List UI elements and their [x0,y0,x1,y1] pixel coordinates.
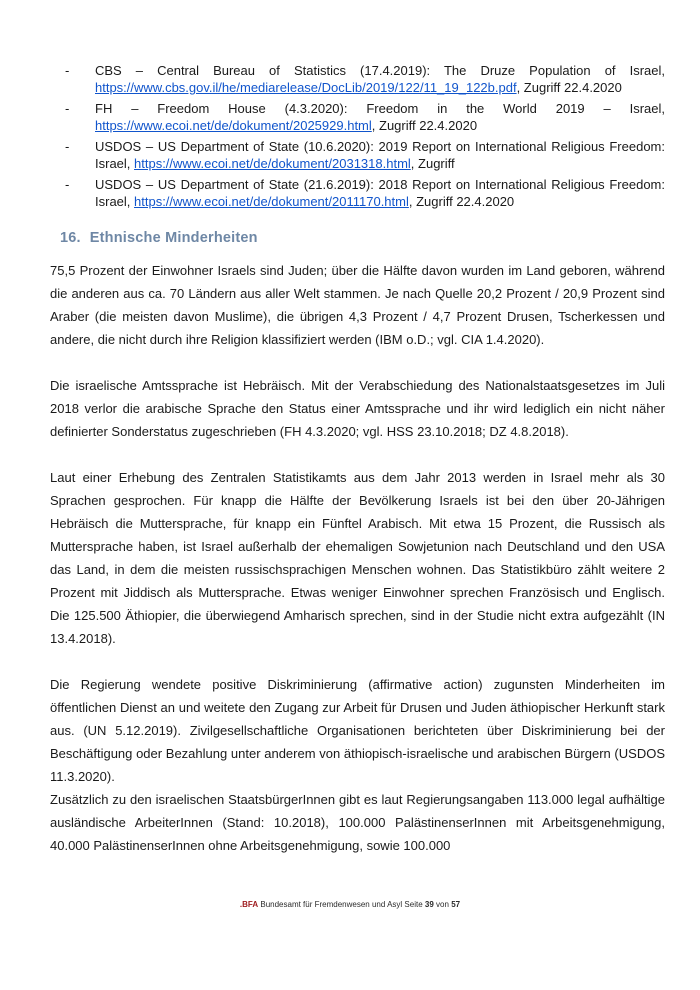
paragraph-official-language: Die israelische Amtssprache ist Hebräisch. Mit der Verabschiedung des Nationalstaatsgesetzes im Juli 2018 verlor die arabische Sprache den Status einer Amtssprache und ihr wird lediglich ein nicht näher definierter Sonderstatus zugeschrieben (FH 4.3.2020; vgl. HSS 23.10.2018; DZ 4.8.2018). [50,378,665,439]
source-text: CBS – Central Bureau of Statistics (17.4.2019): The Druze Population of Israel, [95,63,665,78]
bullet-dash: - [65,139,70,154]
page-footer [0,900,700,910]
source-item-fh [65,100,665,134]
source-text-after: , Zugriff [410,156,455,171]
bullet-dash: - [65,177,70,192]
footer-page-number: 39 [424,900,434,909]
source-link-cbs[interactable]: https://www.cbs.gov.il/he/mediarelease/DocLib/2019/122/11_19_122b.pdf [95,80,517,95]
source-link-fh[interactable]: https://www.ecoi.net/de/dokument/2025929.html [95,118,372,133]
paragraph-affirmative-action: Die Regierung wendete positive Diskriminierung (affirmative action) zugunsten Minderheiten im öffentlichen Dienst an und weitete den Zugang zur Arbeit für Drusen und Juden äthiopischer Herkunft stark aus. (UN 5.12.2019). Zivilgesellschaftliche Organisationen berichteten über Diskriminierung bei der Beschäftigung oder Bezahlung unter anderem von äthiopisch-israelische und arabischen Bürgern (USDOS 11.3.2020). [50,677,665,784]
footer-total-pages: 57 [451,900,461,909]
source-link-usdos-2019[interactable]: https://www.ecoi.net/de/dokument/2011170.html [134,194,409,209]
paragraph-demographics: 75,5 Prozent der Einwohner Israels sind Juden; über die Hälfte davon wurden im Land geboren, während die anderen aus ca. 70 Ländern aus aller Welt stammen. Je nach Quelle 20,2 Prozent / 20,9 Prozent sind Araber (die meisten davon Muslime), die übrigen 4,3 Prozent / 4,7 Prozent Drusen, Tscherkessen und andere, die nicht durch ihre Religion klassifiziert werden (IBM o.D.; vgl. CIA 1.4.2020). [50,263,665,347]
source-text: FH – Freedom House (4.3.2020): Freedom in the World 2019 – Israel, [95,101,665,116]
footer-org-text: Bundesamt für Fremdenwesen und Asyl Seite [260,900,423,909]
source-text: USDOS – US Department of State (10.6.2020): 2019 Report on International Religious Freedom: Israel, [95,139,665,171]
section-number: 16. [60,230,81,246]
footer-von-text: von [436,900,449,909]
source-item-usdos-2020 [65,138,665,172]
section-heading [60,230,665,246]
source-text-after: , Zugriff 22.4.2020 [371,118,478,133]
source-text-after: , Zugriff 22.4.2020 [516,80,622,95]
source-list [65,62,665,210]
paragraph-foreign-workers: Zusätzlich zu den israelischen StaatsbürgerInnen gibt es laut Regierungsangaben 113.000 legal aufhältige ausländische ArbeiterInnen (Stand: 10.2018), 100.000 PalästinenserInnen mit Arbeitsgenehmigung, 40.000 PalästinenserInnen ohne Arbeitsgenehmigung, sowie 100.000 [50,792,665,853]
source-text-after: , Zugriff 22.4.2020 [408,194,515,209]
source-link-usdos-2020[interactable]: https://www.ecoi.net/de/dokument/2031318.html [134,156,411,171]
paragraph-languages-survey: Laut einer Erhebung des Zentralen Statistikamts aus dem Jahr 2013 werden in Israel mehr als 30 Sprachen gesprochen. Für knapp die Hälfte der Bevölkerung Israels ist bei den über 20-Jährigen Hebräisch die Muttersprache, für knapp ein Fünftel Arabisch. Mit etwa 15 Prozent, die Russisch als Muttersprache haben, ist Israel außerhalb der ehemaligen Sowjetunion nach Deutschland und den USA das Land, in dem die meisten russischsprachigen Menschen wohnen. Das Statistikbüro zählt weitere 2 Prozent mit Jiddisch als Muttersprache. Etwas weniger Einwohner sprechen Französisch und Englisch. Die 125.500 Äthiopier, die überwiegend Amharisch sprechen, sind in der Studie nicht extra aufgezählt (IN 13.4.2018). [50,470,665,646]
bfa-logo: .BFA [239,900,259,909]
section-title: Ethnische Minderheiten [89,230,258,246]
bullet-dash: - [65,63,70,78]
source-item-usdos-2019 [65,176,665,210]
source-text: USDOS – US Department of State (21.6.2019): 2018 Report on International Religious Freedom: Israel, [95,177,665,209]
source-item-cbs [65,62,665,96]
bullet-dash: - [65,101,70,116]
